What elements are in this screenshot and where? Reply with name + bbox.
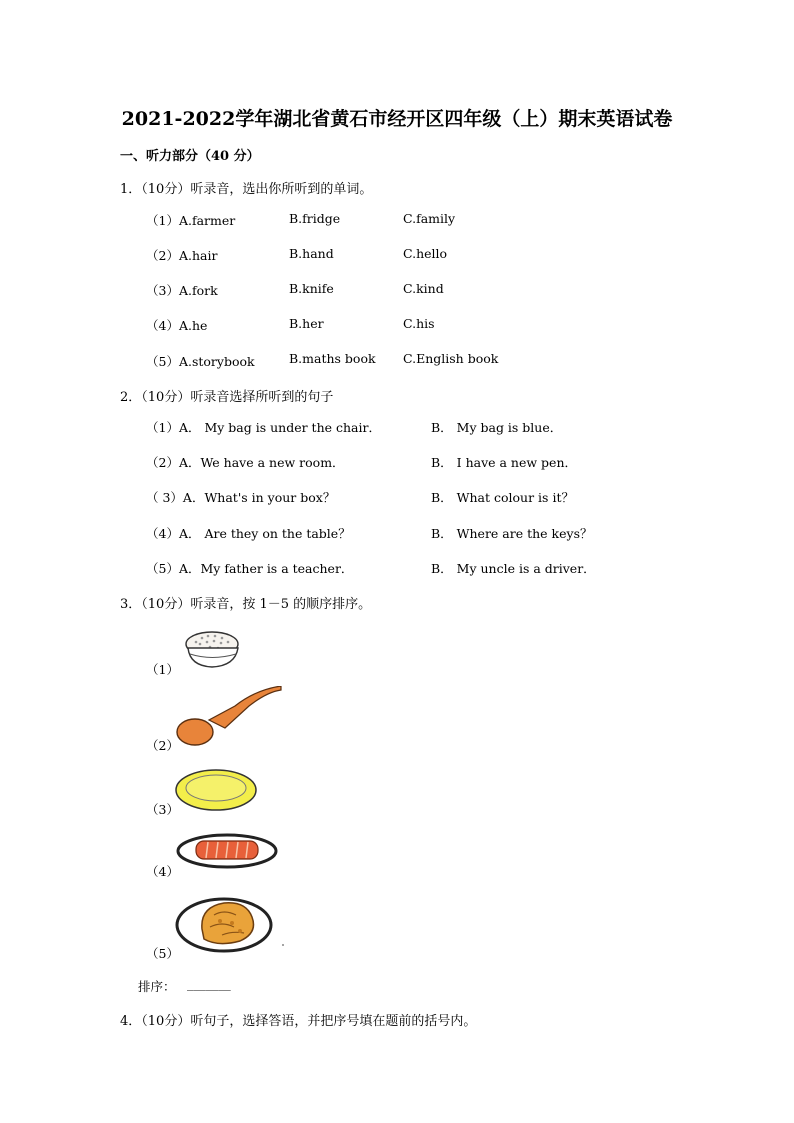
q3-label-5: （5） bbox=[146, 946, 179, 961]
q1-row5-b: B.maths book bbox=[289, 351, 376, 366]
question-2-stem: 2．（10分）听录音选择所听到的句子 bbox=[120, 390, 334, 405]
page-title: 2021-2022学年湖北省黄石市经开区四年级（上）期末英语试卷 bbox=[121, 108, 673, 130]
question-1-stem: 1．（10分）听录音，选出你所听到的单词。 bbox=[120, 182, 373, 197]
q1-row4-a: （4）A.he bbox=[146, 318, 208, 333]
q1-row3-b: B.knife bbox=[289, 281, 334, 296]
q2-row1-b: B． My bag is blue． bbox=[431, 420, 563, 435]
question-3-stem: 3．（10分）听录音，按 1－5 的顺序排序。 bbox=[120, 597, 372, 612]
order-label: 排序： bbox=[138, 979, 176, 994]
q2-row5-b: B． My uncle is a driver． bbox=[431, 561, 596, 576]
q1-row4-c: C.his bbox=[403, 316, 435, 331]
q1-row2-b: B.hand bbox=[289, 246, 334, 261]
rice-bowl-icon bbox=[180, 624, 246, 670]
q1-row2-a: （2）A.hair bbox=[146, 248, 218, 263]
q1-row5-a: （5）A.storybook bbox=[146, 354, 255, 369]
q1-row4-b: B.her bbox=[289, 316, 324, 331]
section-heading-listening: 一、听力部分（40 分） bbox=[120, 149, 260, 164]
soup-plate-icon bbox=[174, 768, 258, 812]
q1-row1-b: B.fridge bbox=[289, 211, 341, 226]
q2-row4-a: （4）A． Are they on the table？ bbox=[146, 526, 351, 541]
q3-label-2: （2） bbox=[146, 738, 179, 753]
q1-row3-c: C.kind bbox=[403, 281, 444, 296]
chicken-plate-icon bbox=[174, 893, 286, 955]
q3-label-1: （1） bbox=[146, 662, 179, 677]
q1-row2-c: C.hello bbox=[403, 246, 448, 261]
spoon-icon bbox=[175, 686, 283, 748]
order-answer-blank[interactable]: _______ bbox=[187, 976, 231, 991]
q2-row5-a: （5）A．My father is a teacher． bbox=[146, 561, 354, 576]
sausage-plate-icon bbox=[176, 832, 280, 870]
q3-label-3: （3） bbox=[146, 802, 179, 817]
question-4-stem: 4．（10分）听句子，选择答语，并把序号填在题前的括号内。 bbox=[120, 1014, 477, 1029]
q2-row4-b: B． Where are the keys？ bbox=[431, 526, 593, 541]
q2-row1-a: （1）A． My bag is under the chair． bbox=[146, 420, 381, 435]
q2-row2-a: （2）A．We have a new room． bbox=[146, 455, 345, 470]
q3-label-4: （4） bbox=[146, 864, 179, 879]
q1-row1-a: （1）A.farmer bbox=[146, 213, 236, 228]
q1-row5-c: C.English book bbox=[403, 351, 499, 366]
q2-row3-b: B． What colour is it？ bbox=[431, 490, 574, 505]
q1-row3-a: （3）A.fork bbox=[146, 283, 218, 298]
q2-row2-b: B． I have a new pen． bbox=[431, 455, 578, 470]
q1-row1-c: C.family bbox=[403, 211, 456, 226]
q2-row3-a: （ 3）A．What's in your box？ bbox=[146, 490, 336, 505]
